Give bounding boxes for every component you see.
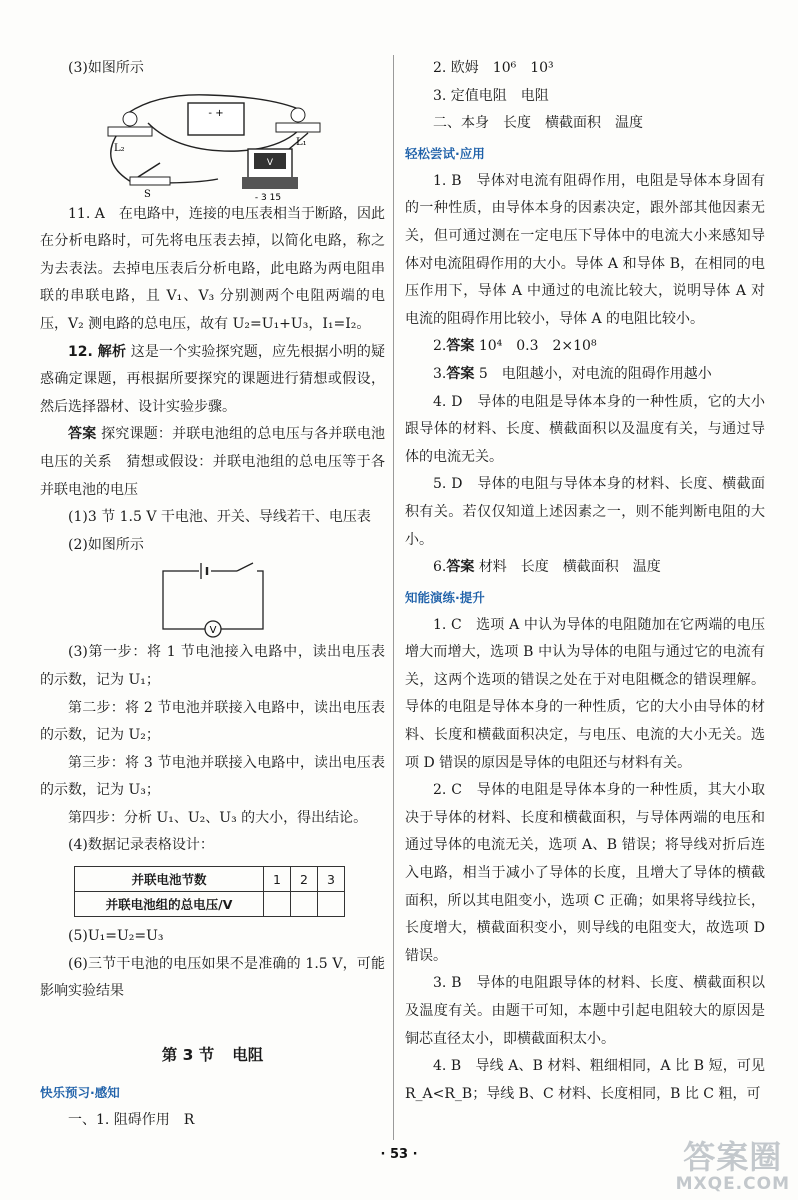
series-circuit-figure [88,83,338,201]
question-number: 3. [433,365,447,382]
try-answer-3 [405,361,765,389]
step-5: 第三步：将 3 节电池并联接入电路中，读出电压表的示数，记为 U₃； [40,754,385,799]
table-cell: 2 [291,867,318,892]
try-answer-2 [405,333,765,361]
table-cell [291,892,318,917]
section-tag-try: 轻松尝试·应用 [405,145,485,161]
data-record-table [74,866,345,917]
answer-label: 答案 [68,426,97,443]
watermark-logo [676,1140,790,1194]
try-answer-4: 4. D 导体的电阻是导体本身的一种性质，它的大小跟导体的材料、长度、横截面积以及温度有关，与通过导体的电流无关。 [405,393,765,465]
step-8: (5)U₁=U₂=U₃ [68,928,164,945]
lamp-l2-label: L₂ [113,142,125,154]
right-column [405,55,765,1108]
answer-label: 答案 [446,338,475,355]
question-number: 6. [433,559,447,576]
step-9: (6)三节干电池的电压如果不是准确的 1.5 V，可能影响实验结果 [40,955,385,1000]
improve-answer-4: 4. B 导线 A、B 材料、粗细相同，A 比 B 短，可见 R_A<R_B；导线 B、C 材料、长度相同，B 比 C 粗，可 [405,1058,765,1102]
column-divider [393,55,394,1140]
table-cell: 1 [264,867,291,892]
answer-text: 5 电阻越小，对电流的阻碍作用越小 [478,365,712,382]
step-3: (3)第一步：将 1 节电池接入电路中，读出电压表的示数，记为 U₁； [40,644,385,688]
question-number: 2. [433,338,447,355]
table-header-cell: 并联电池节数 [75,867,264,892]
improve-answer-2: 2. C 导体的电阻是导体本身的一种性质，其大小取决于导体的材料、长度和横截面积，与导体两端的电压和通过导体的电流无关，选项 A、B 错误；将导线对折后连入电路，相当于减小了导体的长度，且增大了导体的横截面积，所以其电阻变小，选项 C 正确；如果将导线拉长，长度增大，横截面积变小，则导线的电阻变大，故选项 D 错误。 [405,782,765,964]
analysis-text: 这是一个实验探究题，应先根据小明的疑惑确定课题，再根据所要探究的课题进行猜想或假设，然后选择器材、设计实验步骤。 [40,343,386,415]
step-1: (1)3 节 1.5 V 干电池、开关、导线若干、电压表 [68,509,371,526]
table-cell [318,892,345,917]
answer-text: 探究课题：并联电池组的总电压与各并联电池电压的关系 猜想或假设：并联电池组的总电压等于各并联电池的电压 [40,426,386,498]
table-cell [264,892,291,917]
table-row [75,892,345,917]
answer-text: 材料 长度 横截面积 温度 [478,559,661,576]
step-4: 第二步：将 2 节电池并联接入电路中，读出电压表的示数，记为 U₂； [40,699,385,744]
preview-answer-1: 一、1. 阻碍作用 R [68,1111,195,1128]
table-header-cell: 并联电池组的总电压/V [75,892,264,917]
answer-label: 答案 [446,365,475,382]
section-number: 第 3 节 [161,1045,215,1064]
parallel-battery-circuit [153,559,273,639]
step-6: 第四步：分析 U₁、U₂、U₃ 的大小，得出结论。 [68,809,368,826]
improve-answer-3: 3. B 导体的电阻跟导体的材料、长度、横截面积以及温度有关。由题干可知，本题中引起电阻较大的原因是铜芯直径太小，即横截面积太小。 [405,975,765,1047]
try-answer-6 [405,554,765,582]
preview-answer-2: 2. 欧姆 10⁶ 10³ [433,60,554,76]
answer-11: 11. A 在电路中，连接的电压表相当于断路，因此在分析电路时，可先将电压表去掉，以简化电路，称之为去表法。去掉电压表后分析电路，此电路为两电阻串联的串联电路，且 V₁、V₃ 分别测两个电阻两端的电压，V₂ 测电路的总电压，故有 U₂=U₁+U₃，I₁=I₂。 [40,205,385,332]
step-7: (4)数据记录表格设计： [68,837,214,854]
answer-12-analysis [40,339,385,422]
table-row [75,867,345,892]
try-answer-5: 5. D 导体的电阻与导体本身的材料、长度、横截面积有关。若仅仅知道上述因素之一，则不能判断电阻的大小。 [405,476,765,548]
figure1-caption: (3)如图所示 [68,60,144,76]
switch-label: S [143,188,151,200]
section-heading [40,1040,385,1070]
preview-answer-part2: 二、本身 长度 横截面积 温度 [433,115,643,132]
answer-12-answer [40,421,385,504]
answer-text: 10⁴ 0.3 2×10⁸ [478,338,597,355]
step-2: (2)如图所示 [68,536,144,553]
section-name: 电阻 [232,1045,264,1064]
section-tag-improve: 知能演练·提升 [405,589,485,605]
table-cell: 3 [318,867,345,892]
watermark-url: MXQE.COM [675,1174,790,1194]
improve-answer-1: 1. C 选项 A 中认为导体的电阻随加在它两端的电压增大而增大，选项 B 中认为导体的电阻与通过它的电流有关，这两个选项的错误之处在于对电阻概念的错误理解。导体的电阻是导体本身的一种性质，它的大小由导体的材料、长度和横截面积决定，与电压、电流的大小无关。选项 D 错误的原因是导体的电阻还与材料有关。 [405,616,765,771]
section-tag-preview: 快乐预习·感知 [40,1084,120,1100]
meter-label: V [266,157,273,168]
left-column [40,55,385,1134]
analysis-label: 12. 解析 [68,343,127,360]
answer-label: 答案 [446,559,475,576]
battery-label: - + [207,107,224,119]
try-answer-1: 1. B 导体对电流有阻碍作用，电阻是导体本身固有的一种性质，由导体本身的因素决定，跟外部其他因素无关，但可通过测在一定电压下导体中的电流大小来感知导体对电流阻碍作用的大小。导体 A 和导体 B，在相同的电压作用下，导体 A 中通过的电流比较大，说明导体 A 对电流的阻碍作用比较小，导体 A 的电阻比较小。 [405,172,765,327]
meter-range-label: - 3 15 [254,192,281,201]
voltmeter-symbol: V [209,625,216,637]
page-number: · 53 · [380,1147,418,1162]
preview-answer-3: 3. 定值电阻 电阻 [433,87,549,104]
watermark-title: 答案圈 [683,1138,783,1176]
lamp-l1-label: L₁ [295,136,307,148]
